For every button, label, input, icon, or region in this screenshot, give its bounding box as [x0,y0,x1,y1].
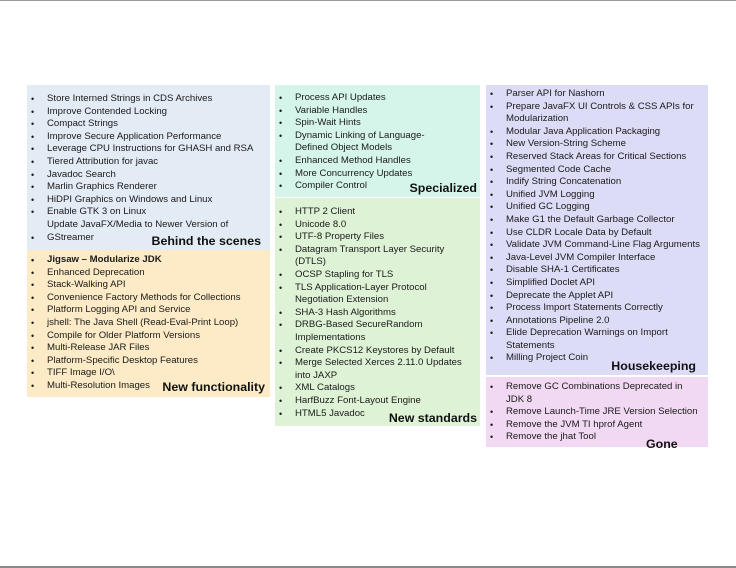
list-item: • Improve Secure Application Performance [27,131,253,144]
list-item: • Improve Contended Locking [27,106,253,119]
behind-the-scenes-list [27,93,253,244]
list-item: • XML Catalogs [275,382,462,395]
list-item: • Elide Deprecation Warnings on Import [486,327,700,340]
list-item: • Java-Level JVM Compiler Interface [486,252,700,265]
list-item: • Compact Strings [27,118,253,131]
new-standards-title: New standards [388,411,477,425]
list-item: • Compiler Control [275,180,425,193]
list-item: • Indify String Concatenation [486,176,700,189]
list-item-continuation: Modularization [506,113,569,125]
list-item: • GStreamer [27,232,253,245]
gone-title: Gone [646,437,678,451]
list-item: • Variable Handles [275,105,425,118]
list-item: • Javadoc Search [27,169,253,182]
list-item-continuation: Defined Object Models [295,142,393,154]
list-item: • Multi-Release JAR Files [27,342,241,355]
list-item: • TIFF Image I/O\ [27,367,241,380]
list-item: • Annotations Pipeline 2.0 [486,315,700,328]
list-item: • DRBG-Based SecureRandom [275,319,462,332]
specialized-title: Specialized [409,181,477,195]
list-item-continuation: Statements [506,339,555,351]
list-item: • Platform Logging API and Service [27,304,241,317]
list-item: • Spin-Wait Hints [275,117,425,130]
list-item: • Validate JVM Command-Line Flag Arguments [486,239,700,252]
list-item-continuation: (DTLS) [295,256,326,268]
list-item: • SHA-3 Hash Algorithms [275,307,462,320]
housekeeping-title: Housekeeping [611,359,696,373]
list-item: • jshell: The Java Shell (Read-Eval-Print Loop) [27,317,241,330]
list-item: • Create PKCS12 Keystores by Default [275,345,462,358]
list-item: • Enhanced Deprecation [27,267,241,280]
new-functionality-title: New functionality [162,380,265,394]
list-item: • Reserved Stack Areas for Critical Sections [486,151,700,164]
list-item: • Tiered Attribution for javac [27,156,253,169]
list-item: • Disable SHA-1 Certificates [486,264,700,277]
list-item: • Remove Launch-Time JRE Version Selection [486,406,698,419]
list-item-continuation: Implementations [295,331,366,343]
list-item: • Remove the jhat Tool [486,431,698,444]
list-item: • Segmented Code Cache [486,164,700,177]
top-border [0,0,736,1]
list-item: • UTF-8 Property Files [275,231,462,244]
list-item: • Process Import Statements Correctly [486,302,700,315]
list-item: • OCSP Stapling for TLS [275,269,462,282]
list-item: • More Concurrency Updates [275,168,425,181]
list-item: • Make G1 the Default Garbage Collector [486,214,700,227]
behind-the-scenes-title: Behind the scenes [151,234,261,248]
list-item: • Leverage CPU Instructions for GHASH and RSA [27,143,253,156]
list-item: • Use CLDR Locale Data by Default [486,227,700,240]
gone-list [486,381,698,444]
list-item-continuation: Negotiation Extension [295,294,389,306]
new-standards-panel [275,198,480,426]
list-item: • Parser API for Nashorn [486,88,700,101]
specialized-list [275,92,425,193]
list-item: • Remove the JVM TI hprof Agent [486,419,698,432]
gone-panel [486,377,708,451]
list-item: • Remove GC Combinations Deprecated in [486,381,698,394]
list-item: • HarfBuzz Font-Layout Engine [275,395,462,408]
list-item: • TLS Application-Layer Protocol [275,282,462,295]
list-item: • New Version-String Scheme [486,138,700,151]
housekeeping-list [486,88,700,365]
new-standards-list [275,206,462,420]
housekeeping-panel [486,85,708,375]
list-item: • HiDPI Graphics on Windows and Linux [27,194,253,207]
list-item: • Convenience Factory Methods for Collections [27,292,241,305]
list-item: • Marlin Graphics Renderer [27,181,253,194]
list-item: • Unified GC Logging [486,201,700,214]
list-item: • Unified JVM Logging [486,189,700,202]
list-item: • Enable GTK 3 on Linux [27,206,253,219]
list-item: • Compile for Older Platform Versions [27,330,241,343]
list-item: • Merge Selected Xerces 2.11.0 Updates [275,357,462,370]
specialized-panel [275,85,480,197]
list-item: • Modular Java Application Packaging [486,126,700,139]
list-item: • HTML5 Javadoc [275,408,462,421]
list-item: • Jigsaw – Modularize JDK [27,254,241,267]
list-item: • Enhanced Method Handles [275,155,425,168]
list-item: • Process API Updates [275,92,425,105]
list-item: • Stack-Walking API [27,279,241,292]
list-item-continuation: JDK 8 [506,393,533,405]
list-item: • Simplified Doclet API [486,277,700,290]
new-functionality-panel [27,250,270,397]
list-item: • Multi-Resolution Images [27,380,241,393]
list-item: • Deprecate the Applet API [486,290,700,303]
behind-the-scenes-panel [27,85,270,250]
list-item: • Milling Project Coin [486,352,700,365]
list-item: • Unicode 8.0 [275,219,462,232]
list-item-continuation: into JAXP [295,369,338,381]
new-functionality-list [27,254,241,393]
list-item: • Dynamic Linking of Language- [275,130,425,143]
list-item-continuation: Update JavaFX/Media to Newer Version of [47,218,229,230]
list-item: • Prepare JavaFX UI Controls & CSS APIs for [486,101,700,114]
list-item: • Store Interned Strings in CDS Archives [27,93,253,106]
list-item: • HTTP 2 Client [275,206,462,219]
list-item: • Platform-Specific Desktop Features [27,355,241,368]
list-item: • Datagram Transport Layer Security [275,244,462,257]
